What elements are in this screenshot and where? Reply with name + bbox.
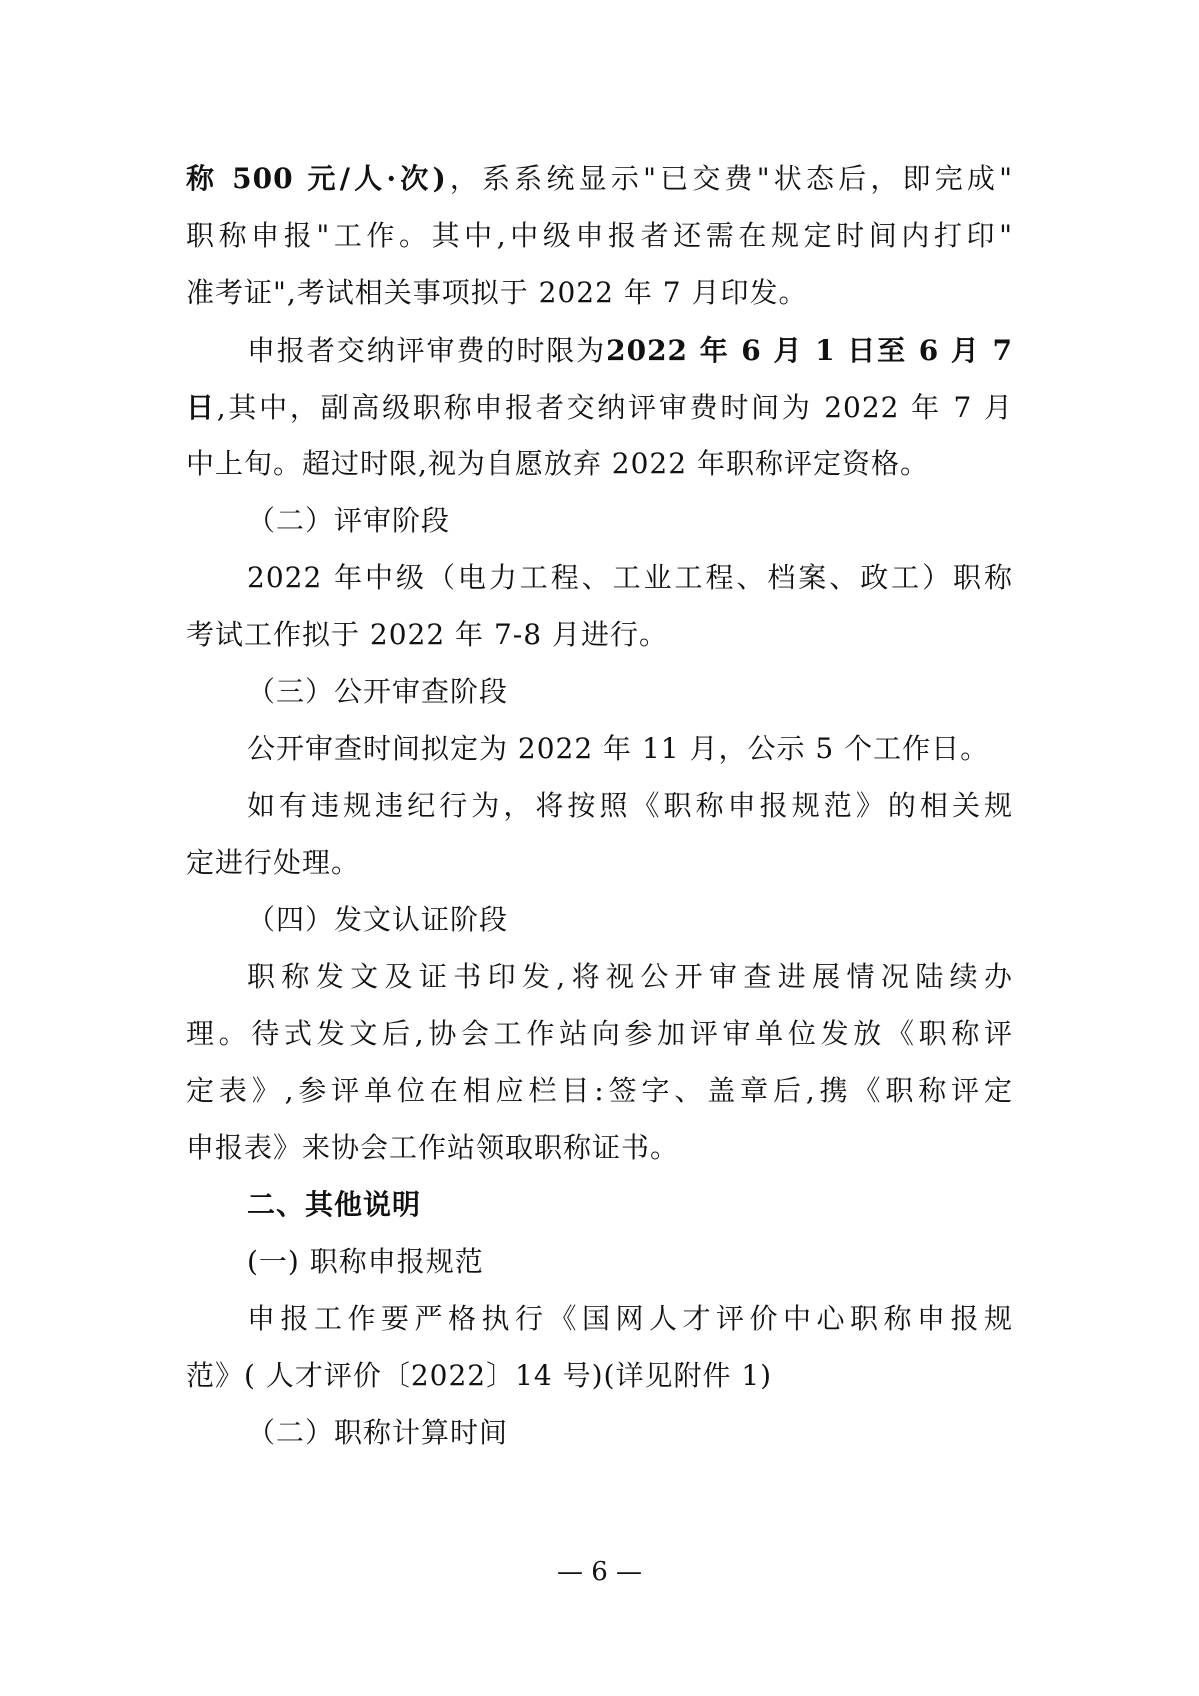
deadline-bold: 2022 年 6 月 1 日至 6 月 7 <box>606 334 1013 367</box>
body-line: 定表》,参评单位在相应栏目:签字、盖章后,携《职称评定 <box>186 1074 1013 1107</box>
body-line: 如有违规违纪行为，将按照《职称申报规范》的相关规 <box>247 789 1013 822</box>
body-line: 准考证",考试相关事项拟于 2022 年 7 月印发。 <box>186 276 808 309</box>
section-heading: （四）发文认证阶段 <box>247 903 509 936</box>
body-line: 中上旬。超过时限,视为自愿放弃 2022 年职称评定资格。 <box>186 447 929 480</box>
line-text: ,其中，副高级职称申报者交纳评审费时间为 2022 年 7 月 <box>216 391 1013 424</box>
line-text: ，系系统显示"已交费"状态后，即完成" <box>446 162 1014 195</box>
chapter-heading: 二、其他说明 <box>247 1188 422 1221</box>
body-line <box>186 161 1013 197</box>
body-line: 职称申报"工作。其中,中级申报者还需在规定时间内打印" <box>186 219 1013 252</box>
section-heading: （二）职称计算时间 <box>247 1416 509 1449</box>
page-number: — 6 — <box>556 1557 643 1587</box>
body-line: 申报工作要严格执行《国网人才评价中心职称申报规 <box>247 1302 1013 1335</box>
body-line <box>186 390 1013 426</box>
body-line <box>247 333 1013 369</box>
body-line: 申报表》来协会工作站领取职称证书。 <box>186 1131 680 1164</box>
body-line: 定进行处理。 <box>186 846 361 879</box>
body-line: 理。待式发文后,协会工作站向参加评审单位发放《职称评 <box>186 1017 1013 1050</box>
section-heading: (一) 职称申报规范 <box>247 1245 484 1278</box>
deadline-bold-end: 日 <box>186 391 217 424</box>
section-heading: （三）公开审查阶段 <box>247 675 509 708</box>
fee-amount-bold: 称 500 元/人·次) <box>186 162 447 195</box>
body-line: 范》( 人才评价〔2022〕14 号)(详见附件 1) <box>186 1359 773 1392</box>
section-heading: （二）评审阶段 <box>247 504 451 537</box>
line-text: 申报者交纳评审费的时限为 <box>247 334 607 367</box>
body-line: 考试工作拟于 2022 年 7-8 月进行。 <box>186 618 668 651</box>
body-line: 公开审查时间拟定为 2022 年 11 月，公示 5 个工作日。 <box>247 732 990 765</box>
body-line: 2022 年中级（电力工程、工业工程、档案、政工）职称 <box>247 561 1013 594</box>
body-line: 职称发文及证书印发,将视公开审查进展情况陆续办 <box>247 960 1013 993</box>
